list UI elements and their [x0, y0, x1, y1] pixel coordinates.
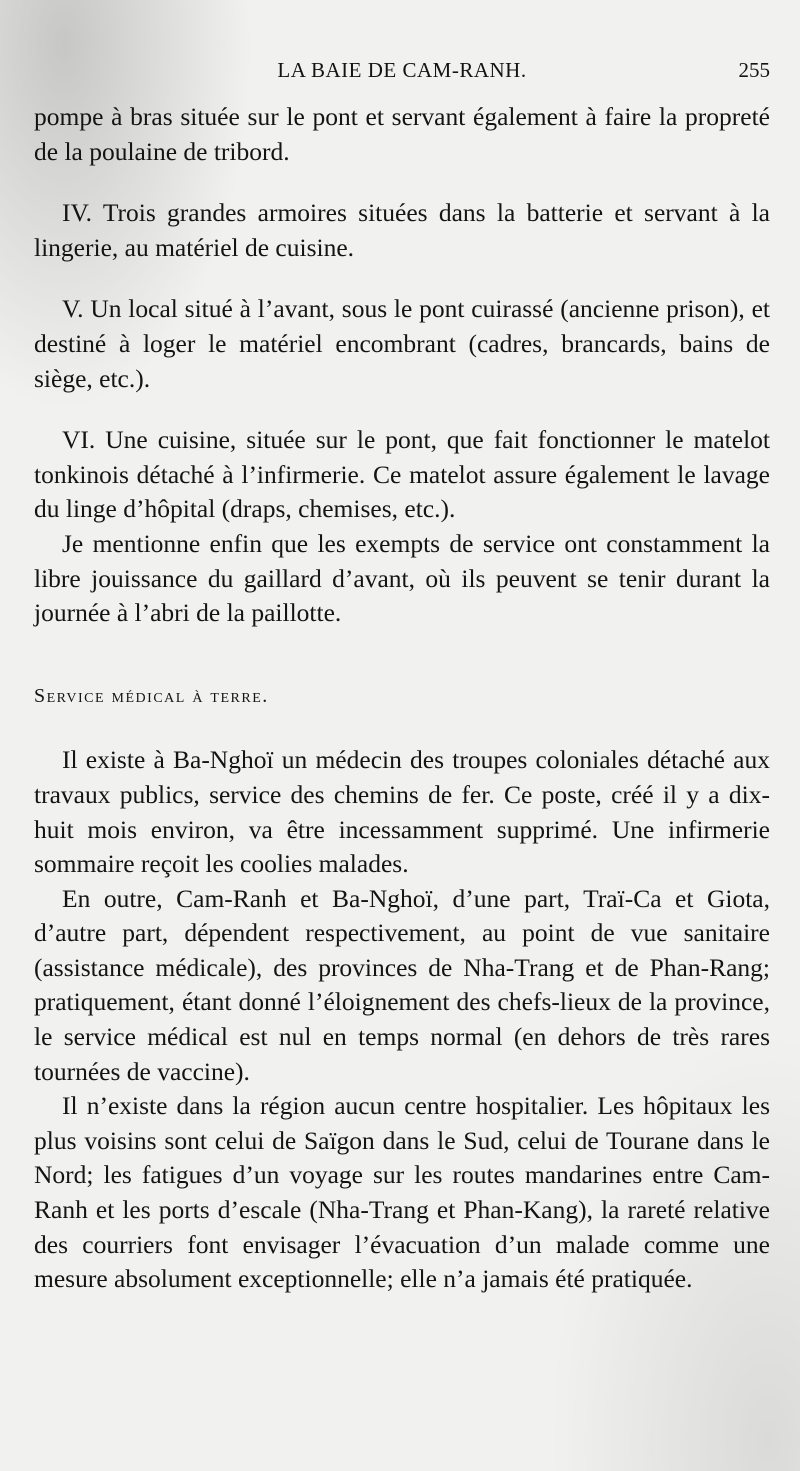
- page-body: [34, 100, 770, 1297]
- paragraph-item-v: V. Un local situé à l’avant, sous le pont cuirassé (ancienne prison), et destiné à loger le matériel encombrant (cadres, brancards, bains de siège, etc.).: [34, 294, 770, 393]
- paragraph-item-iv: IV. Trois grandes armoires situées dans la batterie et servant à la lingerie, au matériel de cuisine.: [34, 198, 770, 262]
- paragraph-dependances: En outre, Cam-Ranh et Ba-Nghoï, d’une part, Traï-Ca et Giota, d’autre part, dépendent respectivement, au point de vue sanitaire (assistance médicale), des provinces de Nha-Trang et de Phan-Rang; pratiquement, étant donné l’éloignement des chefs-lieux de la province, le service médical est nul en temps normal (en dehors de très rares tournées de vaccine).: [34, 883, 770, 1086]
- page-header: [34, 58, 770, 90]
- page-number: 255: [738, 58, 770, 82]
- section-title: Service médical à terre.: [34, 684, 269, 707]
- paragraph-ba-nghoi: Il existe à Ba-Nghoï un médecin des troupes coloniales détaché aux travaux publics, service des chemins de fer. Ce poste, créé il y a dix-huit mois environ, va être incessamment supprimé. Une infirmerie sommaire reçoit les coolies malades.: [34, 745, 770, 879]
- paragraph-item-vi: VI. Une cuisine, située sur le pont, que fait fonctionner le matelot tonkinois détaché à l’infirmerie. Ce matelot assure également le lavage du linge d’hôpital (draps, chemises, etc.).: [34, 425, 770, 524]
- running-head: LA BAIE DE CAM-RANH.: [277, 58, 527, 82]
- paragraph-exempts: Je mentionne enfin que les exempts de service ont constamment la libre jouissance du gaillard d’avant, où ils peuvent se tenir durant la journée à l’abri de la paillotte.: [34, 528, 770, 628]
- paragraph-hopitaux: Il n’existe dans la région aucun centre hospitalier. Les hôpitaux les plus voisins sont celui de Saïgon dans le Sud, celui de Tourane dans le Nord; les fatigues d’un voyage sur les routes mandarines entre Cam-Ranh et les ports d’escale (Nha-Trang et Phan-Kang), la rareté relative des courriers font envisager l’évacuation d’un malade comme une mesure absolument exceptionnelle; elle n’a jamais été pratiquée.: [34, 1091, 770, 1294]
- paragraph-continuation: pompe à bras située sur le pont et servant également à faire la propreté de la poulaine de tribord.: [34, 102, 770, 166]
